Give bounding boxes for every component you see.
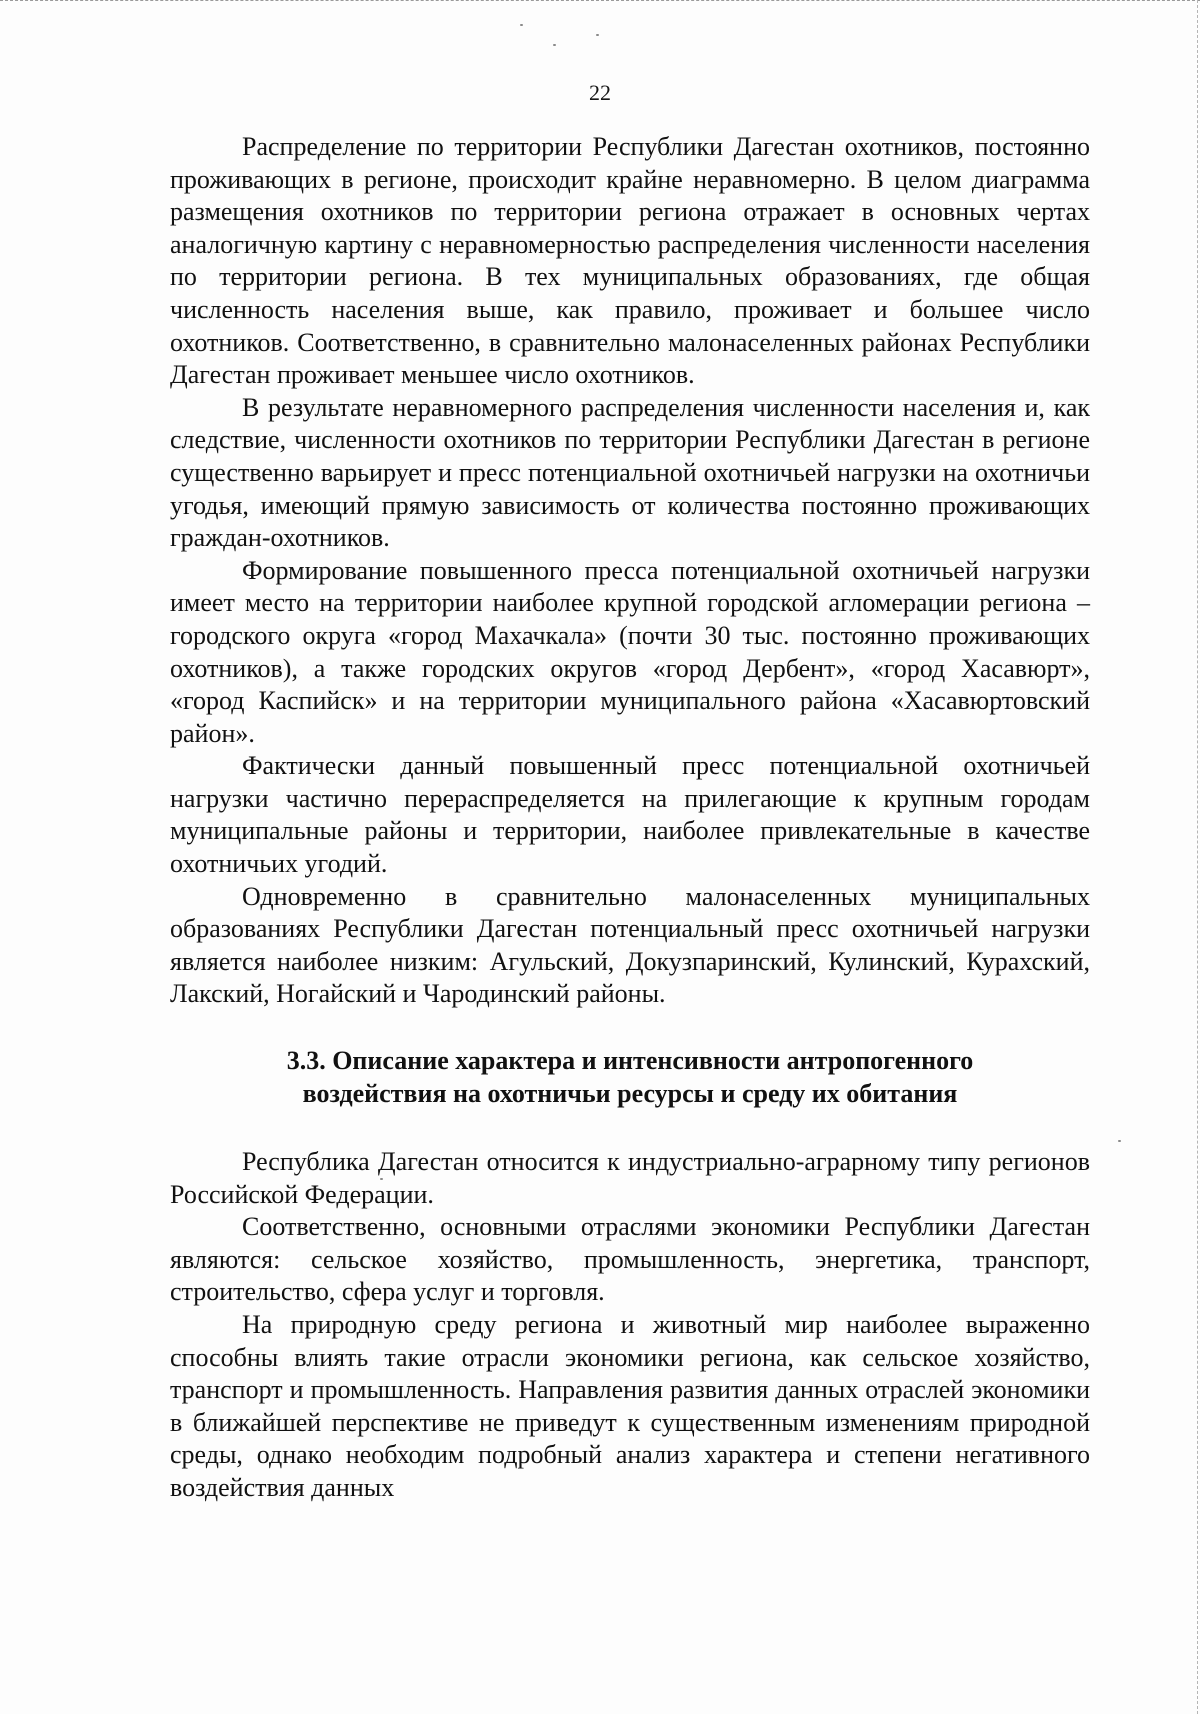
paragraph-pressure-variation: В результате неравномерного распределения численности населения и, как следствие, численности охотников по территории Республики Дагестан в регионе существенно варьирует и пресс потенциальной охотничьей нагрузки на охотничьи угодья, имеющий прямую зависимость от количества постоянно проживающих граждан-охотников. <box>170 392 1090 553</box>
scan-top-edge <box>0 0 1200 3</box>
paragraph-economy-sectors: Соответственно, основными отраслями экономики Республики Дагестан являются: сельское хозяйство, промышленность, энергетика, транспорт, строительство, сфера услуг и торговля. <box>170 1212 1090 1307</box>
paragraph-environmental-impact: На природную среду региона и животный мир наиболее выраженно способны влиять такие отрасли экономики региона, как сельское хозяйство, транспорт и промышленность. Направления развития данных отраслей экономики в ближайшей перспективе не приведут к существенным изменениям природной среды, однако необходим подробный анализ характера и степени негативного воздействия данных <box>170 1310 1090 1502</box>
scan-right-edge <box>1196 0 1198 1714</box>
scan-speck <box>596 34 599 36</box>
scan-speck <box>1118 1140 1121 1142</box>
paragraph-hunter-distribution: Распределение по территории Республики Дагестан охотников, постоянно проживающих в регионе, происходит крайне неравномерно. В целом диаграмма размещения охотников по территории региона отражает в основных чертах аналогичную картину с неравномерностью распределения численности населения по территории региона. В тех муниципальных образованиях, где общая численность населения выше, как правило, проживает и большее число охотников. Соответственно, в сравнительно малонаселенных районах Республики Дагестан проживает меньшее число охотников. <box>170 132 1090 390</box>
section-heading-line-2: воздействия на охотничьи ресурсы и среду их обитания <box>302 1079 958 1109</box>
scan-speck <box>553 44 556 46</box>
paragraph-region-type: Республика Дагестан относится к индустриально-аграрному типу регионов Российской Федерации. <box>170 1147 1090 1209</box>
paragraph-increased-pressure: Формирование повышенного пресса потенциальной охотничьей нагрузки имеет место на территории наиболее крупной городской агломерации региона – городского округа «город Махачкала» (почти 30 тыс. постоянно проживающих охотников), а также городских округов «город Дербент», «город Хасавюрт», «город Каспийск» и на территории муниципального района «Хасавюртовский район». <box>170 555 1090 748</box>
document-body <box>170 131 1090 1505</box>
page-number: 22 <box>589 80 611 105</box>
paragraph-redistribution: Фактически данный повышенный пресс потенциальной охотничьей нагрузки частично перераспределяется на прилегающие к крупным городам муниципальные районы и территории, наиболее привлекательные в качестве охотничьих угодий. <box>170 751 1090 879</box>
scan-speck <box>520 24 523 26</box>
section-heading <box>170 1044 1090 1110</box>
paragraph-low-pressure-districts: Одновременно в сравнительно малонаселенных муниципальных образованиях Республики Дагестан потенциальный пресс охотничьей нагрузки является наиболее низким: Агульский, Докузпаринский, Кулинский, Курахский, Лакский, Ногайский и Чародинский районы. <box>170 881 1090 1009</box>
section-heading-line-1: 3.3. Описание характера и интенсивности антропогенного <box>286 1046 974 1076</box>
